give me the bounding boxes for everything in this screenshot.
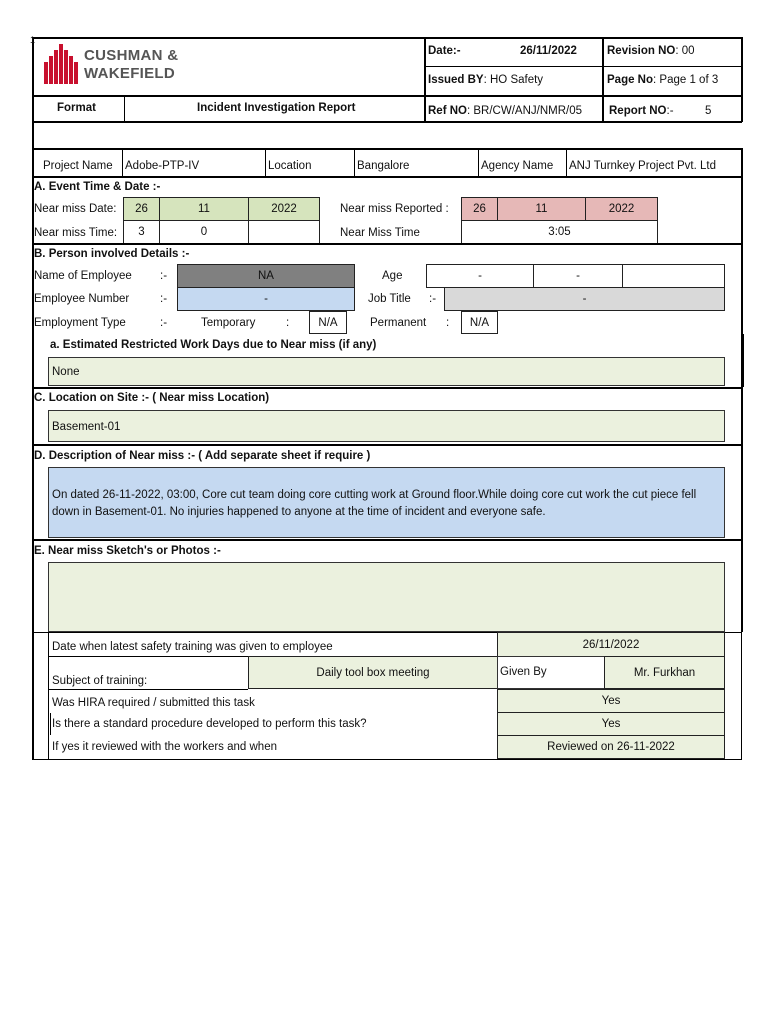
location-on-site-box	[48, 410, 725, 442]
job-title-sep: :-	[429, 293, 437, 305]
near-miss-date-label: Near miss Date:	[34, 203, 117, 215]
subject-of-training-label: Subject of training:	[52, 675, 148, 687]
near-miss-date-day: 26	[123, 197, 160, 221]
age-value-3	[622, 264, 725, 288]
employment-type-label: Employment Type	[34, 317, 126, 329]
standard-procedure-value: Yes	[497, 712, 725, 736]
permanent-label: Permanent	[370, 317, 427, 329]
reviewed-with-workers-label: If yes it reviewed with the workers and when	[52, 741, 277, 753]
given-by-label: Given By	[500, 666, 547, 678]
section-a-title: A. Event Time & Date :-	[34, 181, 161, 193]
reported-month: 11	[497, 197, 586, 221]
description-line1: On dated 26-11-2022, 03:00, Core cut team doing core cutting work at Ground floor.While doing core cut work the cut piece fell	[52, 489, 697, 501]
near-miss-reported-label: Near miss Reported :	[340, 203, 449, 215]
permanent-value: N/A	[461, 311, 498, 334]
reported-day: 26	[461, 197, 498, 221]
issued-by: Issued BY: HO Safety	[428, 74, 544, 86]
given-by-value: Mr. Furkhan	[604, 656, 725, 689]
format-label: Format	[57, 102, 96, 114]
description-line2: down in Basement-01. No injuries happened to anyone at the time of incident and everyone safe.	[52, 506, 546, 518]
logo-bars-icon	[42, 40, 82, 86]
job-title-label: Job Title	[368, 293, 411, 305]
near-miss-time-label: Near miss Time:	[34, 227, 118, 239]
latest-training-label: Date when latest safety training was given to employee	[52, 641, 333, 653]
job-title-value: -	[444, 287, 725, 311]
restricted-work-days-box	[48, 357, 725, 386]
reported-year: 2022	[585, 197, 658, 221]
logo-text-line2: WAKEFIELD	[84, 65, 176, 82]
cushman-wakefield-logo	[42, 40, 179, 86]
agency-name-value: ANJ Turnkey Project Pvt. Ltd	[569, 160, 717, 172]
near-miss-time-empty	[248, 220, 320, 244]
location-label: Location	[268, 160, 312, 172]
temporary-colon: :	[286, 317, 290, 329]
age-value-2: -	[533, 264, 623, 288]
temporary-label: Temporary	[201, 317, 256, 329]
hira-label: Was HIRA required / submitted this task	[52, 697, 255, 709]
temporary-value: N/A	[309, 311, 347, 334]
date-value: 26/11/2022	[520, 45, 577, 57]
logo-text-line1: CUSHMAN &	[84, 47, 179, 64]
age-value-1: -	[426, 264, 534, 288]
employee-number-value: -	[177, 287, 355, 311]
near-miss-time-hour: 3	[123, 220, 160, 244]
project-name-label: Project Name	[43, 160, 113, 172]
subject-of-training-value: Daily tool box meeting	[248, 656, 498, 689]
latest-training-value: 26/11/2022	[497, 632, 725, 657]
report-no-value: 5	[705, 105, 712, 117]
age-label: Age	[382, 270, 403, 282]
location-on-site-value: Basement-01	[52, 421, 121, 433]
section-d-title: D. Description of Near miss :- ( Add separate sheet if require )	[34, 450, 371, 462]
revision-no: Revision NO: 00	[607, 45, 695, 57]
standard-procedure-label: Is there a standard procedure developed to perform this task?	[52, 718, 367, 730]
ref-no: Ref NO: BR/CW/ANJ/NMR/05	[428, 105, 582, 117]
employee-number-label: Employee Number	[34, 293, 130, 305]
employment-type-sep: :-	[160, 317, 168, 329]
restricted-work-days-label: a. Estimated Restricted Work Days due to Near miss (if any)	[50, 339, 377, 351]
location-value: Bangalore	[357, 160, 410, 172]
permanent-colon: :	[446, 317, 450, 329]
employee-name-value: NA	[177, 264, 355, 288]
employee-name-label: Name of Employee	[34, 270, 132, 282]
near-miss-time2-label: Near Miss Time	[340, 227, 420, 239]
near-miss-time2-value: 3:05	[461, 220, 658, 244]
section-e-title: E. Near miss Sketch's or Photos :-	[34, 545, 221, 557]
agency-name-label: Agency Name	[481, 160, 554, 172]
near-miss-date-month: 11	[159, 197, 249, 221]
page-no: Page No: Page 1 of 3	[607, 74, 719, 86]
report-no: Report NO:-	[609, 105, 674, 117]
description-box	[48, 467, 725, 538]
employee-number-sep: :-	[160, 293, 168, 305]
project-name-value: Adobe-PTP-IV	[125, 160, 200, 172]
section-c-title: C. Location on Site :- ( Near miss Location)	[34, 392, 270, 404]
sketch-photo-area	[48, 562, 725, 632]
section-b-title: B. Person involved Details :-	[34, 248, 190, 260]
date-label: Date:-	[428, 45, 461, 57]
given-by-cell	[497, 656, 605, 689]
employee-name-sep: :-	[160, 270, 168, 282]
reviewed-with-workers-value: Reviewed on 26-11-2022	[497, 735, 725, 759]
restricted-work-days-value: None	[52, 366, 80, 378]
corner-mark: 1	[30, 35, 36, 45]
hira-value: Yes	[497, 689, 725, 713]
near-miss-time-minute: 0	[159, 220, 249, 244]
near-miss-date-year: 2022	[248, 197, 320, 221]
report-title: Incident Investigation Report	[197, 102, 356, 114]
